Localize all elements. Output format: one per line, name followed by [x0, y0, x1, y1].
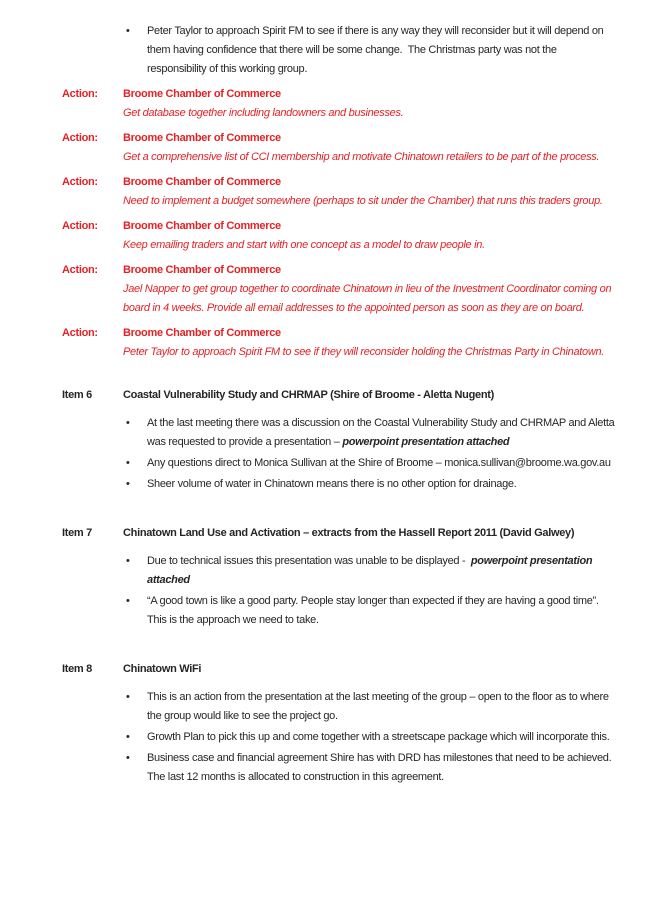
bullet-text: Sheer volume of water in Chinatown means there is no other option for drainage. — [147, 478, 517, 490]
action-content — [123, 217, 615, 255]
bullet-item — [123, 414, 618, 452]
bullet-text: Due to technical issues this presentation was unable to be displayed - — [147, 555, 471, 567]
action-block — [62, 324, 653, 362]
bullet-item — [123, 552, 615, 590]
action-description: Jael Napper to get group together to coordinate Chinatown in lieu of the Investment Coordinator coming on board in 4 weeks. Provide all email addresses to the appointed person as soon as they are on board. — [123, 283, 615, 314]
item-label: Item 8 — [62, 663, 92, 675]
bullet-text: “A good town is like a good party. People stay longer than expected if they are having a good time”. This is the approach we need to take. — [147, 595, 604, 626]
action-label: Action: — [62, 264, 98, 276]
item-bullet-list — [123, 552, 615, 630]
item-title: Chinatown Land Use and Activation – extracts from the Hassell Report 2011 (David Galwey) — [123, 527, 575, 539]
action-content — [123, 173, 615, 211]
bullet-text: Peter Taylor to approach Spirit FM to see if there is any way they will reconsider but it will depend on them having confidence that there will be some change. The Christmas party was not the responsibility of this working group. — [147, 25, 607, 75]
item-content — [123, 524, 615, 636]
item-bullet-list — [123, 688, 615, 787]
action-label: Action: — [62, 327, 98, 339]
action-owner: Broome Chamber of Commerce — [123, 327, 281, 339]
bullet-text: Growth Plan to pick this up and come together with a streetscape package which will incorporate this. — [147, 731, 610, 743]
item-content — [123, 660, 615, 793]
item-block-8 — [62, 660, 653, 793]
action-owner: Broome Chamber of Commerce — [123, 176, 281, 188]
item-block-7 — [62, 524, 653, 636]
bullet-item — [123, 475, 615, 494]
bullet-item — [123, 454, 615, 473]
action-description: Get a comprehensive list of CCI membership and motivate Chinatown retailers to be part of the process. — [123, 151, 600, 163]
action-block — [62, 85, 653, 123]
bullet-text: Business case and financial agreement Shire has with DRD has milestones that need to be achieved. The last 12 months is allocated to construction in this agreement. — [147, 752, 617, 783]
item-label: Item 7 — [62, 527, 92, 539]
action-content — [123, 261, 615, 318]
item-block-6 — [62, 386, 653, 500]
bullet-text: At the last meeting there was a discussion on the Coastal Vulnerability Study and CHRMAP and Aletta was requested to provide a presentation – — [147, 417, 618, 448]
action-label: Action: — [62, 220, 98, 232]
action-block — [62, 129, 653, 167]
action-description: Need to implement a budget somewhere (perhaps to sit under the Chamber) that runs this traders group. — [123, 195, 603, 207]
item-title: Chinatown WiFi — [123, 663, 202, 675]
bullet-text: This is an action from the presentation at the last meeting of the group – open to the floor as to where the group would like to see the project go. — [147, 691, 612, 722]
action-description: Peter Taylor to approach Spirit FM to see if they will reconsider holding the Christmas Party in Chinatown. — [123, 346, 605, 358]
action-block — [62, 217, 653, 255]
action-owner: Broome Chamber of Commerce — [123, 264, 281, 276]
action-label: Action: — [62, 88, 98, 100]
bullet-item — [123, 688, 615, 726]
item-bullet-list — [123, 414, 618, 494]
action-owner: Broome Chamber of Commerce — [123, 88, 281, 100]
item-title: Coastal Vulnerability Study and CHRMAP (Shire of Broome - Aletta Nugent) — [123, 389, 494, 401]
action-content — [123, 324, 615, 362]
intro-bullet-list — [123, 22, 615, 79]
action-owner: Broome Chamber of Commerce — [123, 132, 281, 144]
action-content — [123, 85, 615, 123]
bullet-item — [123, 592, 615, 630]
action-description: Get database together including landowners and businesses. — [123, 107, 404, 119]
intro-section — [123, 22, 615, 79]
item-content — [123, 386, 618, 500]
bullet-text: Any questions direct to Monica Sullivan at the Shire of Broome – monica.sullivan@broome.wa.gov.au — [147, 457, 611, 469]
action-block — [62, 173, 653, 211]
bullet-emphasis: powerpoint presentation attached — [342, 436, 510, 448]
action-owner: Broome Chamber of Commerce — [123, 220, 281, 232]
action-label: Action: — [62, 176, 98, 188]
action-content — [123, 129, 615, 167]
action-block — [62, 261, 653, 318]
bullet-emphasis: powerpoint presentation attached — [147, 555, 596, 586]
action-description: Keep emailing traders and start with one concept as a model to draw people in. — [123, 239, 485, 251]
item-label: Item 6 — [62, 389, 92, 401]
bullet-item — [123, 749, 615, 787]
action-label: Action: — [62, 132, 98, 144]
bullet-item — [123, 728, 615, 747]
bullet-item — [123, 22, 615, 79]
